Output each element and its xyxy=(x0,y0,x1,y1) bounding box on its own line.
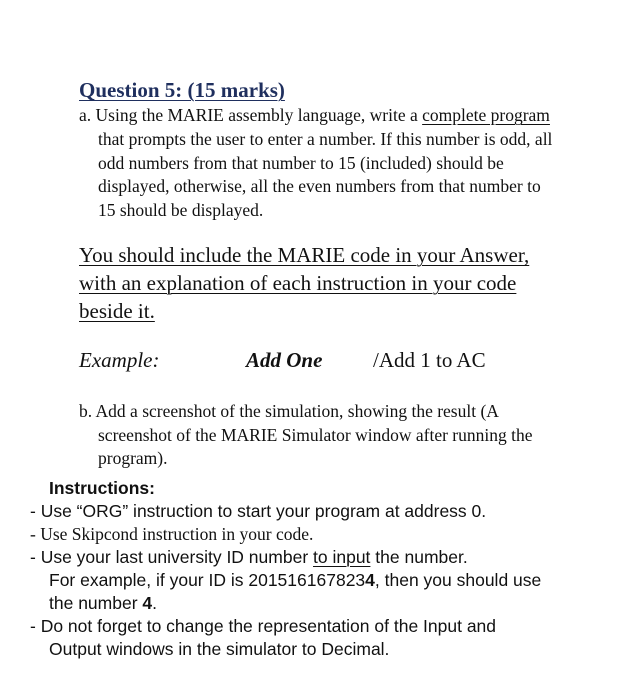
question-title: Question 5: (15 marks) xyxy=(79,78,285,102)
code-instruction-line-2: with an explanation of each instruction in your code xyxy=(79,271,517,295)
code-instruction-line-3: beside it. xyxy=(79,299,155,323)
part-b-line-2: screenshot of the MARIE Simulator window after running the xyxy=(98,425,533,445)
example-id-post: , then you should use xyxy=(374,570,542,590)
to-input-link: to input xyxy=(313,547,371,567)
example-id-last-digit: 4 xyxy=(365,570,375,590)
instruction-item-3-pre: - Use your last university ID number xyxy=(30,547,314,567)
part-a-line-4: displayed, otherwise, all the even numbers from that number to xyxy=(98,176,541,196)
number-pre: the number xyxy=(49,593,143,613)
code-instruction-line-1: You should include the MARIE code in your Answer, xyxy=(79,243,530,267)
instructions-heading: Instructions: xyxy=(49,478,155,498)
part-a-line-3: odd numbers from that number to 15 (included) should be xyxy=(98,153,504,173)
instruction-item-3-post: the number. xyxy=(370,547,468,567)
part-b-line-3: program). xyxy=(98,448,168,468)
complete-program-link: complete program xyxy=(422,105,550,125)
number-value: 4 xyxy=(142,593,153,613)
instruction-item-3 xyxy=(30,546,468,569)
instruction-item-3-number xyxy=(49,592,157,615)
part-a-text: a. Using the MARIE assembly language, write a xyxy=(79,105,423,125)
part-a-line-2: that prompts the user to enter a number. If this number is odd, all xyxy=(98,129,553,149)
instruction-item-3-example xyxy=(49,569,541,592)
instruction-item-4-line-1: - Do not forget to change the representation of the Input and xyxy=(30,616,497,636)
example-id-pre: For example, if your ID is 201516167823 xyxy=(49,570,366,590)
part-a-line-1 xyxy=(79,104,550,128)
example-comment: /Add 1 to AC xyxy=(373,348,486,372)
part-a-line-5: 15 should be displayed. xyxy=(98,200,264,220)
part-b-line-1: b. Add a screenshot of the simulation, showing the result (A xyxy=(79,401,499,421)
example-label: Example: xyxy=(79,348,160,372)
number-post: . xyxy=(152,593,157,613)
example-code: Add One xyxy=(246,348,323,372)
instruction-item-2: - Use Skipcond instruction in your code. xyxy=(30,524,314,544)
instruction-item-1: - Use “ORG” instruction to start your program at address 0. xyxy=(30,501,487,521)
instruction-item-4-line-2: Output windows in the simulator to Decimal. xyxy=(49,639,390,659)
